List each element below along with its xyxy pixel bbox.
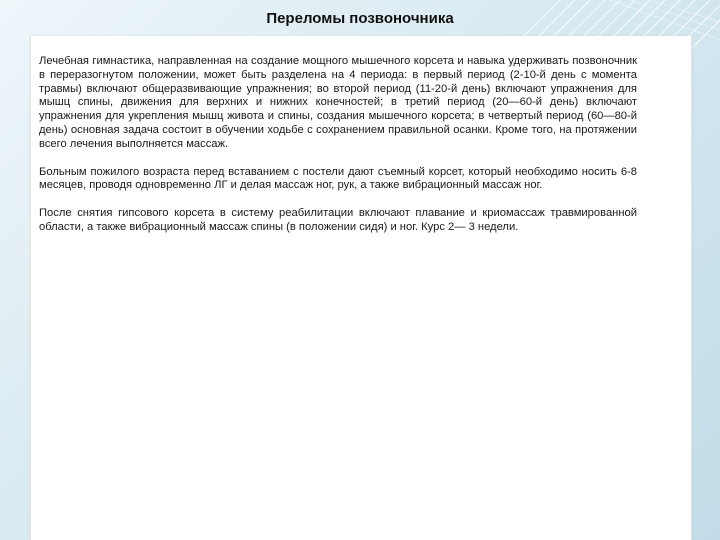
slide-body xyxy=(39,55,637,249)
paragraph-after-cast-removal: После снятия гипсового корсета в систему реабилитации включают плавание и криомассаж травмированной области, а также вибрационный массаж спины (в положении сидя) и ног. Курс 2— 3 недели. xyxy=(39,207,637,233)
slide-title: Переломы позвоночника xyxy=(266,10,454,27)
paragraph-exercise-periods: Лечебная гимнастика, направленная на создание мощного мышечного корсета и навыка удерживать позвоночник в переразогнутом положении, может быть разделена на 4 периода: в первый период (2-10-й день с момента травмы) включают общеразвивающие упражнения; во второй период (11-20-й день) включают упражнения для мышц спины, движения для верхних и нижних конечностей; в третий период (20—60-й день) включают упражнения для укрепления мышц живота и спины, создания мышечного корсета; в четвертый период (60—80-й день) основная задача состоит в обучении ходьбе с сохранением правильной осанки. Кроме того, на протяжении всего лечения выполняется массаж. xyxy=(39,55,637,150)
paragraph-elderly-patients: Больным пожилого возраста перед вставанием с постели дают съемный корсет, который необходимо носить 6-8 месяцев, проводя одновременно ЛГ и делая массаж ног, рук, а также вибрационный массаж ног. xyxy=(39,165,637,192)
